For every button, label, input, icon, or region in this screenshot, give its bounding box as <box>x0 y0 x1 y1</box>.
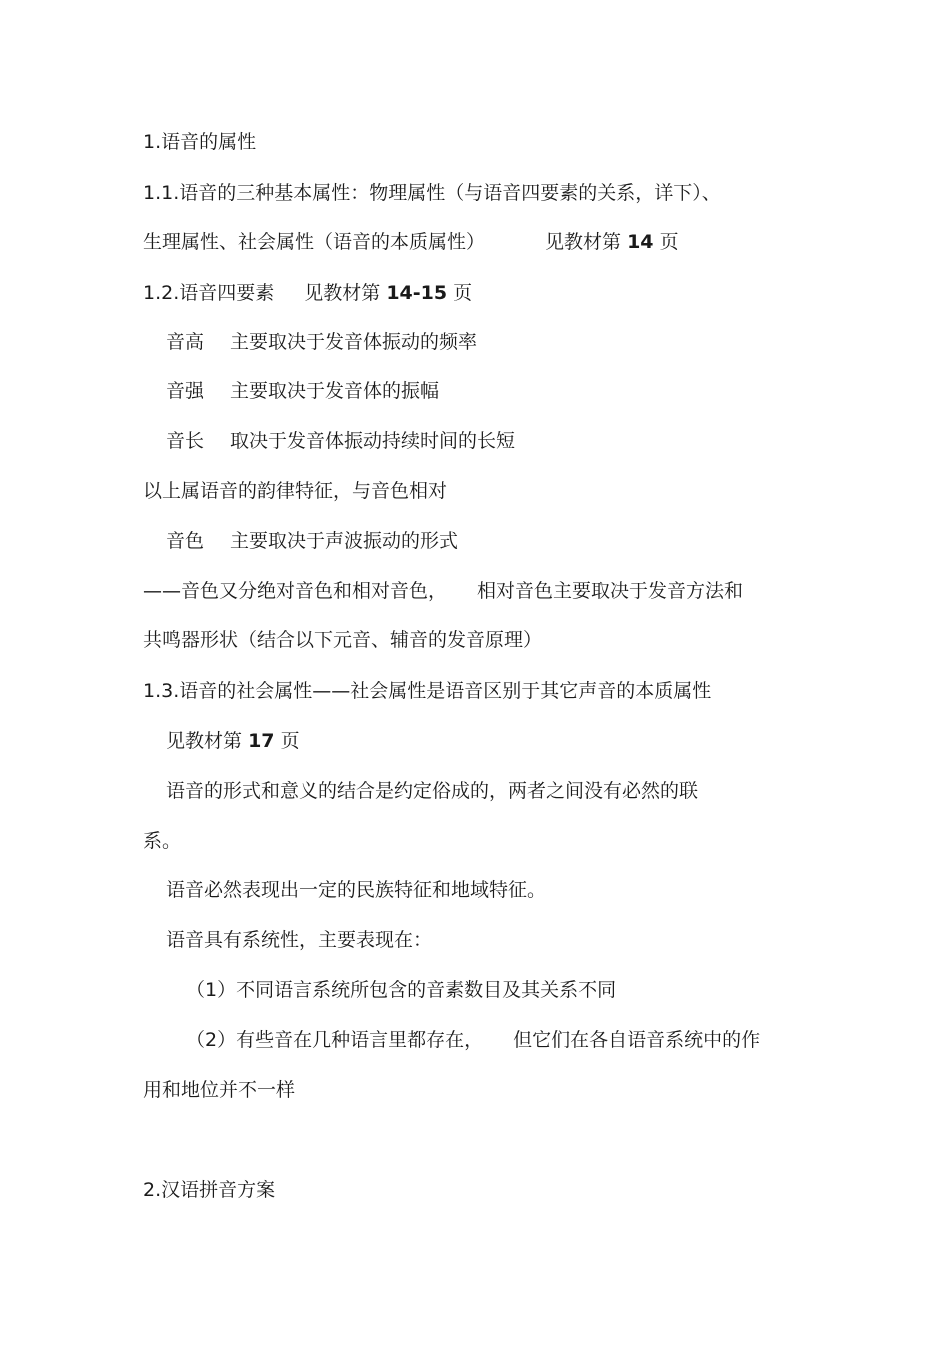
element-desc: 取决于发音体振动持续时间的长短 <box>230 430 516 452</box>
textbook-ref: 见教材第 14-15 页 <box>304 282 473 304</box>
paragraph-2: 语音必然表现出一定的民族特征和地域特征。 <box>166 879 547 901</box>
list-item-2-line-2: 用和地位并不一样 <box>143 1079 296 1101</box>
paragraph-3: 语音具有系统性，主要表现在： <box>166 929 433 951</box>
paragraph-1-line-1: 语音的形式和意义的结合是约定俗成的，两者之间没有必然的联 <box>166 780 699 802</box>
element-length <box>166 428 515 454</box>
element-term: 音色 <box>166 530 205 552</box>
section-1-heading: 1.语音的属性 <box>143 131 257 153</box>
element-intensity <box>166 378 439 404</box>
timbre-note-line-1: ——音色又分绝对音色和相对音色， 相对音色主要取决于发音方法和 <box>143 580 744 602</box>
section-2-heading: 2.汉语拼音方案 <box>143 1179 276 1201</box>
list-item-2-line-1: （2）有些音在几种语言里都存在， 但它们在各自语音系统中的作 <box>186 1029 761 1051</box>
section-1-3-title: 1.3.语音的社会属性——社会属性是语音区别于其它声音的本质属性 <box>143 680 712 702</box>
section-1-2-title: 1.2.语音四要素 见教材第 14-15 页 <box>143 282 473 304</box>
section-1-1-line-2: 生理属性、社会属性（语音的本质属性） 见教材第 14 页 <box>143 231 679 253</box>
element-desc: 主要取决于发音体振动的频率 <box>230 331 478 353</box>
element-term: 音强 <box>166 380 205 402</box>
element-pitch <box>166 329 477 355</box>
list-item-1: （1）不同语言系统所包含的音素数目及其关系不同 <box>186 979 617 1001</box>
textbook-ref: 见教材第 14 页 <box>545 231 679 253</box>
element-desc: 主要取决于声波振动的形式 <box>230 530 459 552</box>
element-timbre <box>166 528 458 554</box>
timbre-note-line-2: 共鸣器形状（结合以下元音、辅音的发音原理） <box>143 629 543 651</box>
element-term: 音高 <box>166 331 205 353</box>
element-term: 音长 <box>166 430 205 452</box>
element-desc: 主要取决于发音体的振幅 <box>230 380 440 402</box>
paragraph-1-line-2: 系。 <box>143 830 182 852</box>
textbook-ref: 见教材第 17 页 <box>166 730 300 752</box>
section-1-1-line-1: 1.1.语音的三种基本属性：物理属性（与语音四要素的关系，详下）、 <box>143 182 721 204</box>
rhythm-note: 以上属语音的韵律特征，与音色相对 <box>143 480 448 502</box>
